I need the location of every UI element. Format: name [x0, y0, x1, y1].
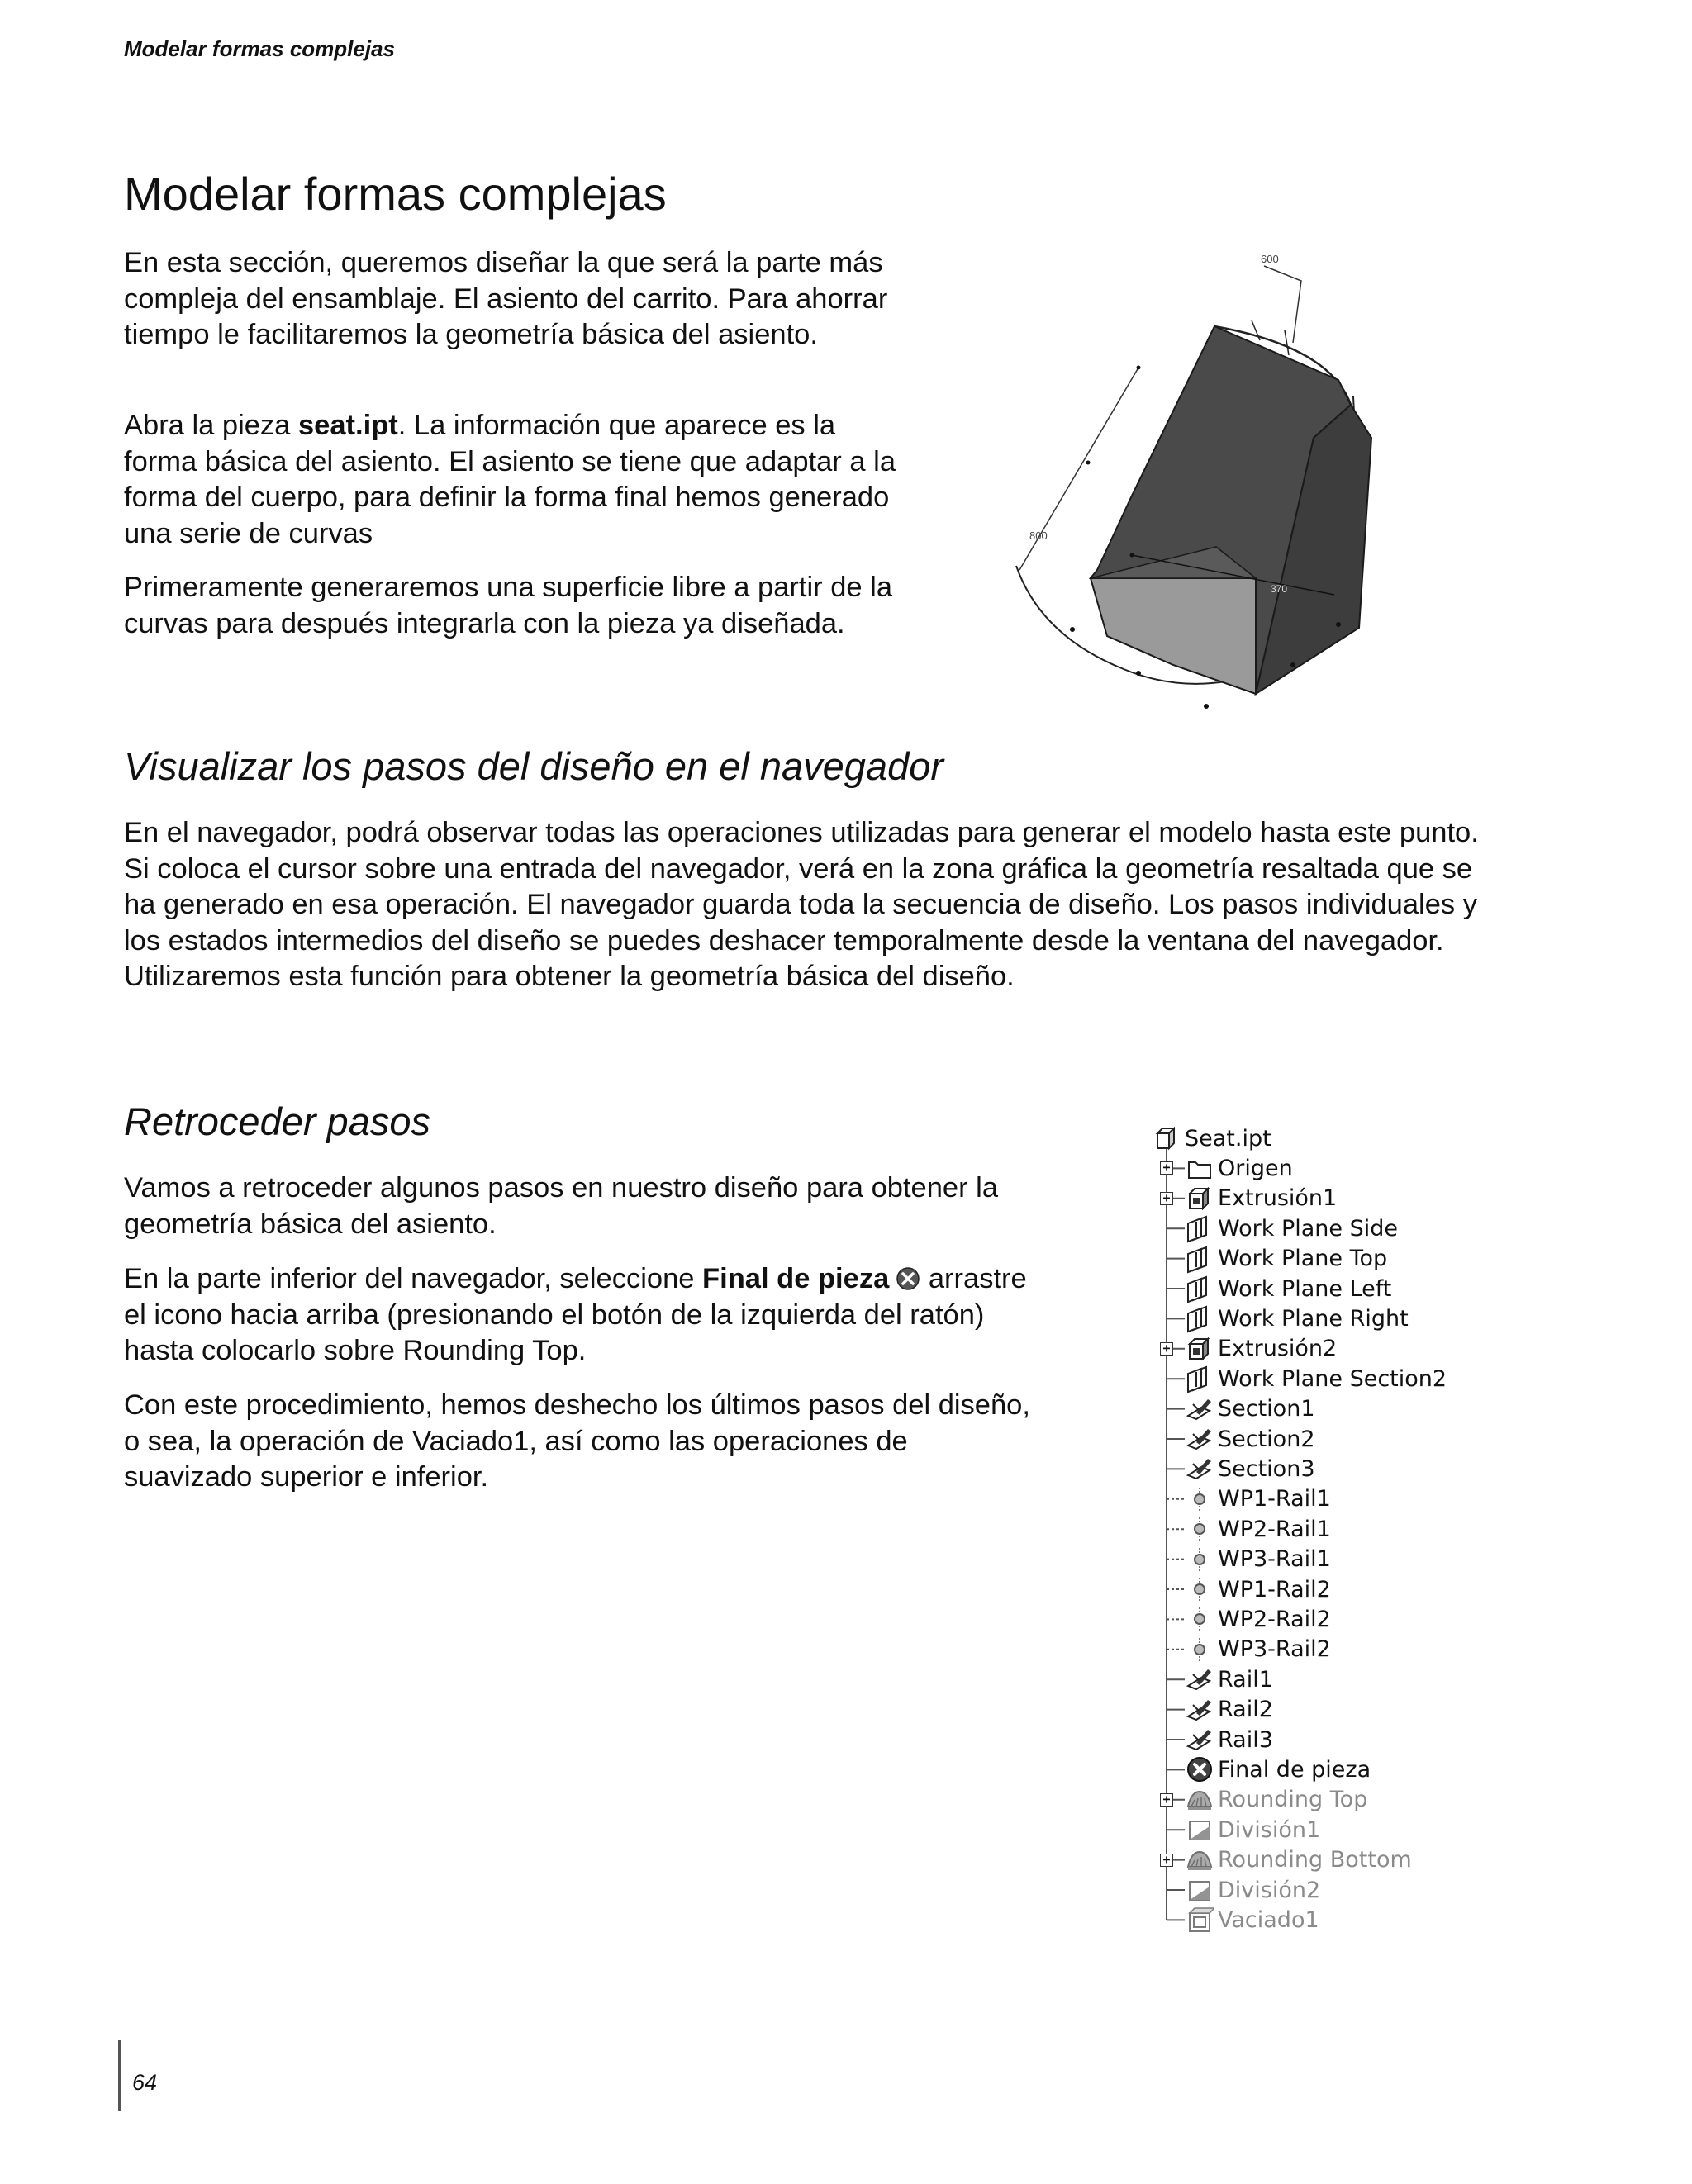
- surface-paragraph: Primeramente generaremos una superficie libre a partir de la curvas para después integrarla con la pieza ya diseñada.: [124, 572, 893, 639]
- section-title-retroceder: Retroceder pasos: [124, 1099, 430, 1143]
- tree-item-divisi-n1[interactable]: [1185, 1815, 1320, 1845]
- model-browser-tree: [1152, 1123, 1499, 1933]
- tree-item-vaciado1[interactable]: [1185, 1905, 1319, 1935]
- tree-item-final-de-pieza[interactable]: [1185, 1754, 1371, 1784]
- tree-item-extrusi-n1[interactable]: [1185, 1184, 1337, 1213]
- tree-item-rounding-bottom[interactable]: [1185, 1845, 1412, 1875]
- retroceder-intro-paragraph: Vamos a retroceder algunos pasos en nuestro diseño para obtener la geometría básica del asiento.: [124, 1172, 999, 1240]
- fillet-icon: [1185, 1785, 1214, 1815]
- folder-icon: [1185, 1153, 1214, 1183]
- tree-item-wp2-rail2[interactable]: [1185, 1604, 1331, 1634]
- tree-item-section3[interactable]: [1185, 1454, 1315, 1484]
- sketch-icon: [1185, 1664, 1214, 1694]
- extrusion-icon: [1185, 1184, 1214, 1213]
- section-title-visualizar: Visualizar los pasos del diseño en el navegador: [124, 744, 944, 788]
- sketch-icon: [1185, 1394, 1214, 1424]
- tree-item-label: Work Plane Left: [1218, 1275, 1392, 1302]
- final-de-pieza-paragraph: En la parte inferior del navegador, seleccione Final de pieza arrastre el icono hacia arriba (presionando el botón de la izquierda del ratón) hasta colocarlo sobre Rounding Top.: [124, 1263, 1027, 1366]
- deshecho-paragraph: Con este procedimiento, hemos deshecho los últimos pasos del diseño, o sea, la operación de Vaciado1, así como las operaciones de suavizado superior e inferior.: [124, 1389, 1030, 1493]
- tree-item-label: Work Plane Section2: [1218, 1365, 1447, 1392]
- tree-item-label: WP3-Rail2: [1218, 1636, 1331, 1663]
- extrusion-icon: [1185, 1334, 1214, 1364]
- tree-item-divisi-n2[interactable]: [1185, 1875, 1320, 1905]
- end-of-part-icon: [1185, 1754, 1214, 1784]
- work-plane-icon: [1185, 1213, 1214, 1243]
- tree-item-label: Extrusión2: [1218, 1336, 1338, 1362]
- tree-root-seat-ipt[interactable]: [1152, 1123, 1271, 1153]
- work-point-icon: [1185, 1514, 1214, 1544]
- final-de-pieza-term: Final de pieza: [702, 1263, 890, 1294]
- tree-item-label: Work Plane Side: [1218, 1215, 1398, 1242]
- tree-item-label: Origen: [1218, 1155, 1293, 1181]
- tree-item-label: Vaciado1: [1218, 1906, 1319, 1933]
- work-point-icon: [1185, 1604, 1214, 1634]
- tree-item-label: Section1: [1218, 1396, 1315, 1422]
- tree-item-wp1-rail1[interactable]: [1185, 1484, 1331, 1514]
- intro-paragraph: En esta sección, queremos diseñar la que será la parte más compleja del ensamblaje. El asiento del carrito. Para ahorrar tiempo le facilitaremos la geometría básica del asiento.: [124, 247, 888, 350]
- tree-item-label: División1: [1218, 1816, 1321, 1843]
- tree-item-work-plane-section2[interactable]: [1185, 1364, 1447, 1393]
- tree-item-work-plane-side[interactable]: [1185, 1213, 1398, 1243]
- tree-item-wp2-rail1[interactable]: [1185, 1514, 1331, 1544]
- split-icon: [1185, 1815, 1214, 1845]
- work-plane-icon: [1185, 1364, 1214, 1393]
- split-icon: [1185, 1875, 1214, 1905]
- tree-item-label: Extrusión1: [1218, 1185, 1338, 1212]
- sketch-icon: [1185, 1725, 1214, 1754]
- work-point-icon: [1185, 1574, 1214, 1604]
- tree-item-label: Rail3: [1218, 1726, 1273, 1753]
- tree-item-section1[interactable]: [1185, 1394, 1315, 1424]
- tree-item-work-plane-top[interactable]: [1185, 1244, 1387, 1274]
- work-point-icon: [1185, 1484, 1214, 1514]
- work-point-icon: [1185, 1545, 1214, 1574]
- tree-expand-icon[interactable]: +: [1160, 1161, 1173, 1175]
- dim-600-label: 600: [1261, 253, 1279, 265]
- tree-item-label: WP2-Rail2: [1218, 1606, 1331, 1632]
- tree-item-rail1[interactable]: [1185, 1664, 1273, 1694]
- tree-item-wp3-rail1[interactable]: [1185, 1545, 1331, 1574]
- sketch-icon: [1185, 1424, 1214, 1454]
- tree-item-rounding-top[interactable]: [1185, 1785, 1367, 1815]
- tree-item-extrusi-n2[interactable]: [1185, 1334, 1337, 1364]
- tree-item-label: Rail2: [1218, 1697, 1273, 1723]
- end-of-part-icon: [896, 1266, 920, 1291]
- tree-item-origen[interactable]: [1185, 1153, 1293, 1183]
- tree-item-label: Rounding Bottom: [1218, 1847, 1412, 1873]
- tree-item-label: Rail1: [1218, 1666, 1273, 1693]
- seat-ipt-filename: seat.ipt: [297, 410, 398, 441]
- work-plane-icon: [1185, 1274, 1214, 1303]
- tree-item-label: Work Plane Top: [1218, 1246, 1388, 1272]
- tree-expand-icon[interactable]: +: [1160, 1854, 1173, 1867]
- seat-ipt-paragraph: Abra la pieza seat.ipt. La información que aparece es la forma básica del asiento. El asiento se tiene que adaptar a la forma del cuerpo, para definir la forma final hemos generado una serie de curvas: [124, 410, 896, 549]
- tree-item-label: Rounding Top: [1218, 1787, 1368, 1813]
- tree-item-label: WP1-Rail2: [1218, 1576, 1331, 1602]
- tree-item-label: Final de pieza: [1218, 1756, 1371, 1783]
- sketch-icon: [1185, 1454, 1214, 1484]
- seat-3d-figure: [1008, 248, 1388, 719]
- tree-item-label: WP2-Rail1: [1218, 1516, 1331, 1542]
- tree-item-label: WP1-Rail1: [1218, 1486, 1331, 1512]
- page-number: 64: [132, 2070, 158, 2095]
- tree-item-rail3[interactable]: [1185, 1725, 1273, 1754]
- tree-item-label: Work Plane Right: [1218, 1305, 1409, 1332]
- dim-800-label: 800: [1029, 529, 1048, 542]
- shell-icon: [1185, 1905, 1214, 1935]
- tree-expand-icon[interactable]: +: [1160, 1342, 1173, 1356]
- tree-root-label: Seat.ipt: [1185, 1125, 1271, 1151]
- work-point-icon: [1185, 1635, 1214, 1664]
- tree-item-wp1-rail2[interactable]: [1185, 1574, 1331, 1604]
- section-title-modelar: Modelar formas complejas: [124, 168, 667, 220]
- sketch-icon: [1185, 1695, 1214, 1725]
- page-number-rule: [118, 2040, 121, 2111]
- tree-item-label: Section2: [1218, 1426, 1315, 1452]
- tree-item-work-plane-right[interactable]: [1185, 1303, 1409, 1333]
- navegador-paragraph: En el navegador, podrá observar todas las operaciones utilizadas para generar el modelo hasta este punto. Si coloca el cursor sobre una entrada del navegador, verá en la zona gráfica la geometría resaltada que se ha generado en esa operación. El navegador guarda toda la secuencia de diseño. Los pasos individuales y los estados intermedios del diseño se puedes deshacer temporalmente desde la ventana del navegador. Utilizaremos esta función para obtener la geometría básica del diseño.: [124, 817, 1479, 992]
- work-plane-icon: [1185, 1244, 1214, 1274]
- part-icon: [1152, 1123, 1181, 1153]
- tree-expand-icon[interactable]: +: [1160, 1793, 1173, 1807]
- fillet-icon: [1185, 1845, 1214, 1875]
- tree-expand-icon[interactable]: +: [1160, 1192, 1173, 1205]
- tree-item-label: Section3: [1218, 1455, 1315, 1482]
- running-header: Modelar formas complejas: [124, 36, 395, 61]
- tree-item-rail2[interactable]: [1185, 1695, 1273, 1725]
- tree-item-label: WP3-Rail1: [1218, 1546, 1331, 1573]
- tree-item-wp3-rail2[interactable]: [1185, 1635, 1331, 1664]
- dim-370-label: 370: [1271, 583, 1288, 595]
- work-plane-icon: [1185, 1303, 1214, 1333]
- tree-item-section2[interactable]: [1185, 1424, 1315, 1454]
- tree-item-label: División2: [1218, 1877, 1321, 1903]
- tree-item-work-plane-left[interactable]: [1185, 1274, 1391, 1303]
